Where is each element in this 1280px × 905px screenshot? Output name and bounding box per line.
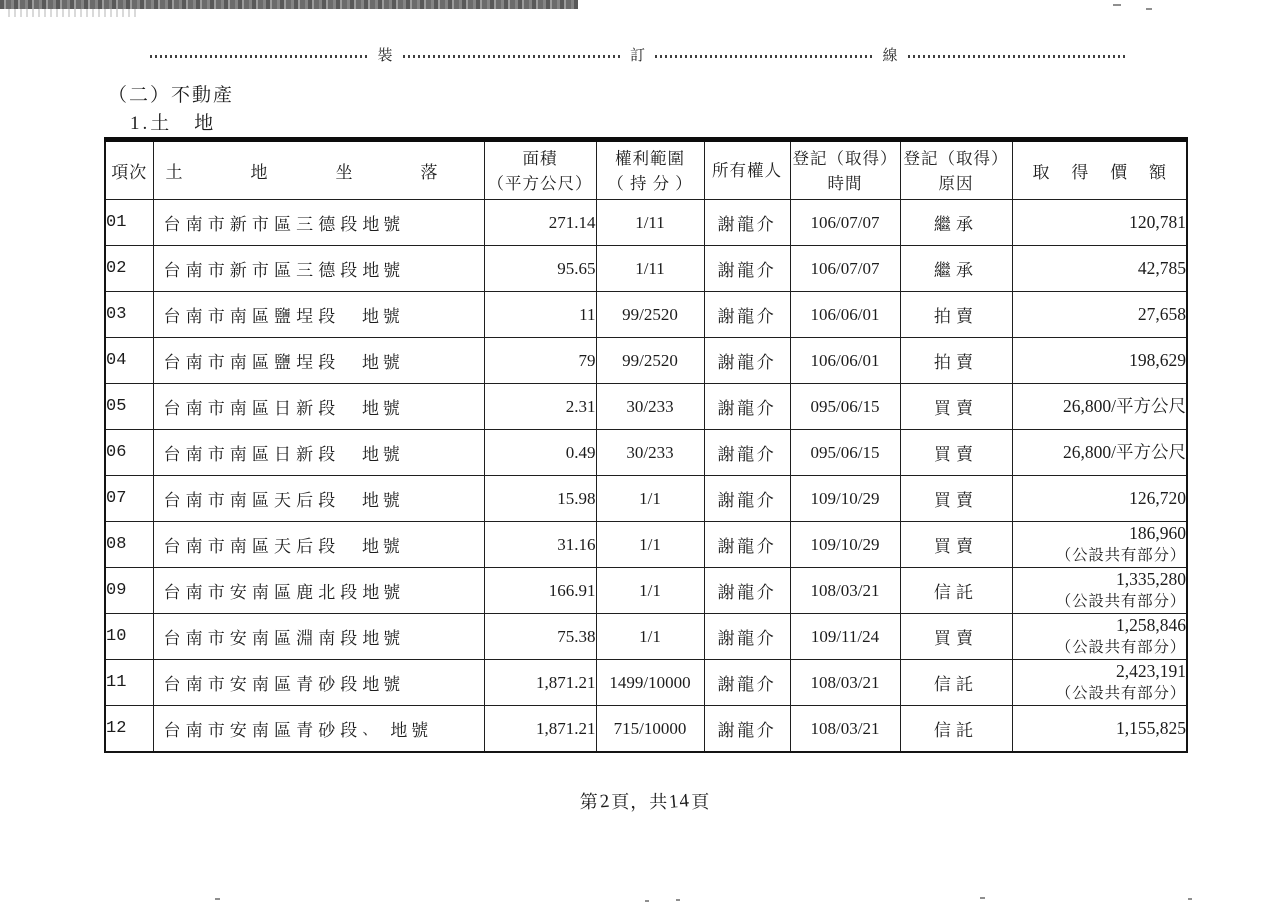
section-title: （二）不動產 bbox=[108, 85, 235, 106]
page-number-handwritten: 2 bbox=[598, 790, 612, 813]
row-number-cell: 06 bbox=[105, 430, 153, 476]
registration-date-cell: 109/10/29 bbox=[790, 522, 900, 568]
registration-date-cell: 108/03/21 bbox=[790, 706, 900, 753]
rights-share-cell: 99/2520 bbox=[596, 292, 704, 338]
registration-reason-cell: 拍賣 bbox=[900, 292, 1012, 338]
registration-reason-cell: 買賣 bbox=[900, 522, 1012, 568]
price-value: 198,629 bbox=[1129, 350, 1186, 370]
header-reg-time-line2: 時間 bbox=[827, 173, 863, 193]
land-location-text: 台南市南區日新段 bbox=[163, 445, 341, 464]
row-number-cell: 04 bbox=[105, 338, 153, 384]
header-registration-time bbox=[790, 140, 900, 200]
area-cell: 166.91 bbox=[484, 568, 596, 614]
registration-reason-cell: 拍賣 bbox=[900, 338, 1012, 384]
owner-cell: 謝龍介 bbox=[704, 706, 790, 753]
land-location-cell bbox=[153, 430, 484, 476]
lot-number-label: 地號 bbox=[362, 307, 404, 326]
registration-date-cell: 106/06/01 bbox=[790, 292, 900, 338]
header-owner-label: 所有權人 bbox=[712, 161, 782, 180]
acquisition-price-cell bbox=[1012, 246, 1187, 292]
lot-number-label: 地號 bbox=[362, 445, 404, 464]
table-row bbox=[105, 200, 1187, 246]
dotted-line-segment bbox=[150, 55, 367, 58]
footer-middle: 頁，共 bbox=[611, 792, 669, 812]
scan-speck bbox=[980, 897, 985, 899]
row-number-cell: 02 bbox=[105, 246, 153, 292]
scan-speck bbox=[215, 898, 220, 900]
row-number-cell: 05 bbox=[105, 384, 153, 430]
header-registration-reason bbox=[900, 140, 1012, 200]
land-location-text: 台南市南區鹽埕段 bbox=[163, 353, 341, 372]
table-row bbox=[105, 338, 1187, 384]
header-item-no: 項次 bbox=[105, 140, 153, 200]
header-land-location-label: 土地坐落 bbox=[165, 163, 438, 182]
header-acquisition-price bbox=[1012, 140, 1187, 200]
land-location-text: 台南市新市區三德段 bbox=[163, 261, 363, 280]
land-location-cell bbox=[153, 568, 484, 614]
land-location-cell bbox=[153, 522, 484, 568]
price-value: 2,423,191 bbox=[1116, 661, 1186, 681]
table-row bbox=[105, 522, 1187, 568]
price-value: 26,800/平方公尺 bbox=[1063, 396, 1186, 416]
land-location-text: 台南市安南區青砂段 bbox=[163, 675, 363, 694]
scan-speck bbox=[645, 900, 649, 902]
owner-cell: 謝龍介 bbox=[704, 292, 790, 338]
lot-number-label: 地號 bbox=[362, 491, 404, 510]
price-value: 27,658 bbox=[1137, 304, 1186, 324]
registration-date-cell: 095/06/15 bbox=[790, 384, 900, 430]
acquisition-price-cell bbox=[1012, 200, 1187, 246]
header-rights-line1: 權利範圍 bbox=[615, 148, 685, 168]
header-rights-share bbox=[596, 140, 704, 200]
lot-number-label: 地號 bbox=[362, 537, 404, 556]
owner-cell: 謝龍介 bbox=[704, 568, 790, 614]
land-location-text: 台南市南區鹽埕段 bbox=[163, 307, 341, 326]
table-row bbox=[105, 660, 1187, 706]
owner-cell: 謝龍介 bbox=[704, 660, 790, 706]
land-location-cell bbox=[153, 292, 484, 338]
row-number-cell: 07 bbox=[105, 476, 153, 522]
price-value: 42,785 bbox=[1137, 258, 1186, 278]
land-location-text: 台南市新市區三德段 bbox=[163, 215, 363, 234]
area-cell: 31.16 bbox=[484, 522, 596, 568]
area-cell: 1,871.21 bbox=[484, 660, 596, 706]
header-area bbox=[484, 140, 596, 200]
area-cell: 15.98 bbox=[484, 476, 596, 522]
lot-number-label: 地號 bbox=[362, 675, 404, 694]
land-location-cell bbox=[153, 200, 484, 246]
row-number-cell: 10 bbox=[105, 614, 153, 660]
owner-cell: 謝龍介 bbox=[704, 614, 790, 660]
footer-suffix: 頁 bbox=[691, 792, 711, 812]
registration-date-cell: 095/06/15 bbox=[790, 430, 900, 476]
land-location-cell bbox=[153, 660, 484, 706]
registration-reason-cell: 信託 bbox=[900, 706, 1012, 753]
scan-speck bbox=[1146, 8, 1152, 10]
area-cell: 2.31 bbox=[484, 384, 596, 430]
header-reg-reason-line1: 登記（取得） bbox=[903, 148, 1009, 168]
owner-cell: 謝龍介 bbox=[704, 338, 790, 384]
row-number-cell: 11 bbox=[105, 660, 153, 706]
rights-share-cell: 1/1 bbox=[596, 614, 704, 660]
scan-artifact-top-strip bbox=[0, 0, 578, 9]
registration-date-cell: 108/03/21 bbox=[790, 660, 900, 706]
scan-speck bbox=[1113, 4, 1121, 6]
lot-number-label: 地號 bbox=[390, 721, 432, 740]
owner-cell: 謝龍介 bbox=[704, 246, 790, 292]
table-row bbox=[105, 292, 1187, 338]
land-location-text: 台南市安南區鹿北段 bbox=[163, 583, 363, 602]
scan-speck bbox=[676, 899, 680, 901]
registration-reason-cell: 繼承 bbox=[900, 246, 1012, 292]
rights-share-cell: 715/10000 bbox=[596, 706, 704, 753]
registration-reason-cell: 信託 bbox=[900, 568, 1012, 614]
registration-date-cell: 106/07/07 bbox=[790, 246, 900, 292]
price-note: （公設共有部分） bbox=[1055, 685, 1186, 702]
price-value: 1,155,825 bbox=[1116, 718, 1186, 738]
row-number-cell: 12 bbox=[105, 706, 153, 753]
acquisition-price-cell bbox=[1012, 706, 1187, 753]
acquisition-price-cell bbox=[1012, 384, 1187, 430]
rights-share-cell: 1/1 bbox=[596, 522, 704, 568]
area-cell: 11 bbox=[484, 292, 596, 338]
registration-reason-cell: 買賣 bbox=[900, 614, 1012, 660]
rights-share-cell: 99/2520 bbox=[596, 338, 704, 384]
table-row bbox=[105, 246, 1187, 292]
subsection-title: 1.土 地 bbox=[130, 113, 217, 134]
scan-artifact-texture bbox=[8, 9, 138, 17]
binding-label-zhuang: 裝 bbox=[377, 48, 393, 64]
price-value: 1,335,280 bbox=[1116, 569, 1186, 589]
land-location-text: 台南市南區天后段 bbox=[163, 491, 341, 510]
dotted-line-segment bbox=[908, 55, 1125, 58]
total-pages-handwritten: 14 bbox=[668, 790, 691, 813]
table-row bbox=[105, 430, 1187, 476]
area-cell: 271.14 bbox=[484, 200, 596, 246]
rights-share-cell: 30/233 bbox=[596, 430, 704, 476]
registration-date-cell: 109/10/29 bbox=[790, 476, 900, 522]
registration-date-cell: 109/11/24 bbox=[790, 614, 900, 660]
lot-number-label: 地號 bbox=[362, 583, 404, 602]
binding-label-xian: 線 bbox=[882, 48, 898, 64]
rights-share-cell: 1/1 bbox=[596, 476, 704, 522]
owner-cell: 謝龍介 bbox=[704, 522, 790, 568]
price-note: （公設共有部分） bbox=[1055, 593, 1186, 610]
land-location-cell bbox=[153, 338, 484, 384]
owner-cell: 謝龍介 bbox=[704, 430, 790, 476]
rights-share-cell: 1/11 bbox=[596, 246, 704, 292]
price-value: 1,258,846 bbox=[1116, 615, 1186, 635]
owner-cell: 謝龍介 bbox=[704, 476, 790, 522]
table-row bbox=[105, 706, 1187, 753]
rights-share-cell: 30/233 bbox=[596, 384, 704, 430]
header-owner bbox=[704, 140, 790, 200]
land-location-text: 台南市南區日新段 bbox=[163, 399, 341, 418]
owner-cell: 謝龍介 bbox=[704, 384, 790, 430]
area-cell: 0.49 bbox=[484, 430, 596, 476]
price-value: 186,960 bbox=[1129, 523, 1186, 543]
price-value: 120,781 bbox=[1129, 212, 1186, 232]
price-value: 126,720 bbox=[1129, 488, 1186, 508]
dotted-line-segment bbox=[655, 55, 872, 58]
acquisition-price-cell bbox=[1012, 292, 1187, 338]
area-cell: 1,871.21 bbox=[484, 706, 596, 753]
dotted-line-segment bbox=[403, 55, 620, 58]
row-number-cell: 01 bbox=[105, 200, 153, 246]
row-number-cell: 03 bbox=[105, 292, 153, 338]
scan-speck bbox=[1188, 898, 1192, 900]
acquisition-price-cell bbox=[1012, 476, 1187, 522]
registration-reason-cell: 買賣 bbox=[900, 476, 1012, 522]
header-reg-time-line1: 登記（取得） bbox=[792, 148, 898, 168]
land-location-cell bbox=[153, 476, 484, 522]
land-location-cell bbox=[153, 246, 484, 292]
rights-share-cell: 1/1 bbox=[596, 568, 704, 614]
price-note: （公設共有部分） bbox=[1055, 547, 1186, 564]
header-rights-line2: （ 持 分 ） bbox=[607, 173, 693, 193]
land-table bbox=[104, 137, 1188, 753]
header-reg-reason-line2: 原因 bbox=[938, 173, 974, 193]
registration-reason-cell: 繼承 bbox=[900, 200, 1012, 246]
registration-reason-cell: 買賣 bbox=[900, 430, 1012, 476]
acquisition-price-cell bbox=[1012, 430, 1187, 476]
acquisition-price-cell bbox=[1012, 660, 1187, 706]
footer-prefix: 第 bbox=[579, 792, 599, 812]
lot-number-label: 地號 bbox=[362, 261, 404, 280]
table-row bbox=[105, 476, 1187, 522]
registration-reason-cell: 信託 bbox=[900, 660, 1012, 706]
price-value: 26,800/平方公尺 bbox=[1063, 442, 1186, 462]
land-location-text: 台南市南區天后段 bbox=[163, 537, 341, 556]
rights-share-cell: 1/11 bbox=[596, 200, 704, 246]
acquisition-price-cell bbox=[1012, 522, 1187, 568]
header-area-line2: （平方公尺） bbox=[487, 173, 593, 193]
row-number-cell: 08 bbox=[105, 522, 153, 568]
acquisition-price-cell bbox=[1012, 338, 1187, 384]
binding-margin-line bbox=[140, 46, 1135, 66]
acquisition-price-cell bbox=[1012, 614, 1187, 660]
land-table-body bbox=[105, 200, 1187, 753]
table-row bbox=[105, 614, 1187, 660]
area-cell: 79 bbox=[484, 338, 596, 384]
binding-label-ding: 訂 bbox=[629, 48, 645, 64]
registration-date-cell: 108/03/21 bbox=[790, 568, 900, 614]
table-row bbox=[105, 384, 1187, 430]
header-land-location bbox=[153, 140, 484, 200]
land-location-cell bbox=[153, 614, 484, 660]
area-cell: 95.65 bbox=[484, 246, 596, 292]
acquisition-price-cell bbox=[1012, 568, 1187, 614]
registration-date-cell: 106/07/07 bbox=[790, 200, 900, 246]
lot-number-label: 地號 bbox=[362, 629, 404, 648]
land-location-cell bbox=[153, 384, 484, 430]
price-note: （公設共有部分） bbox=[1055, 639, 1186, 656]
lot-number-label: 地號 bbox=[362, 399, 404, 418]
header-area-line1: 面積 bbox=[522, 148, 558, 168]
lot-number-label: 地號 bbox=[362, 353, 404, 372]
area-cell: 75.38 bbox=[484, 614, 596, 660]
land-location-text: 台南市安南區淵南段 bbox=[163, 629, 363, 648]
rights-share-cell: 1499/10000 bbox=[596, 660, 704, 706]
table-header-row bbox=[105, 140, 1187, 200]
land-location-cell bbox=[153, 706, 484, 753]
registration-reason-cell: 買賣 bbox=[900, 384, 1012, 430]
row-number-cell: 09 bbox=[105, 568, 153, 614]
land-location-text: 台南市安南區青砂段 bbox=[163, 721, 363, 740]
lot-number-label: 地號 bbox=[362, 215, 404, 234]
table-row bbox=[105, 568, 1187, 614]
owner-cell: 謝龍介 bbox=[704, 200, 790, 246]
handwritten-mark: 、 bbox=[362, 722, 378, 738]
page-footer bbox=[104, 788, 1186, 814]
header-price-label: 取得價額 bbox=[1032, 163, 1166, 182]
registration-date-cell: 106/06/01 bbox=[790, 338, 900, 384]
